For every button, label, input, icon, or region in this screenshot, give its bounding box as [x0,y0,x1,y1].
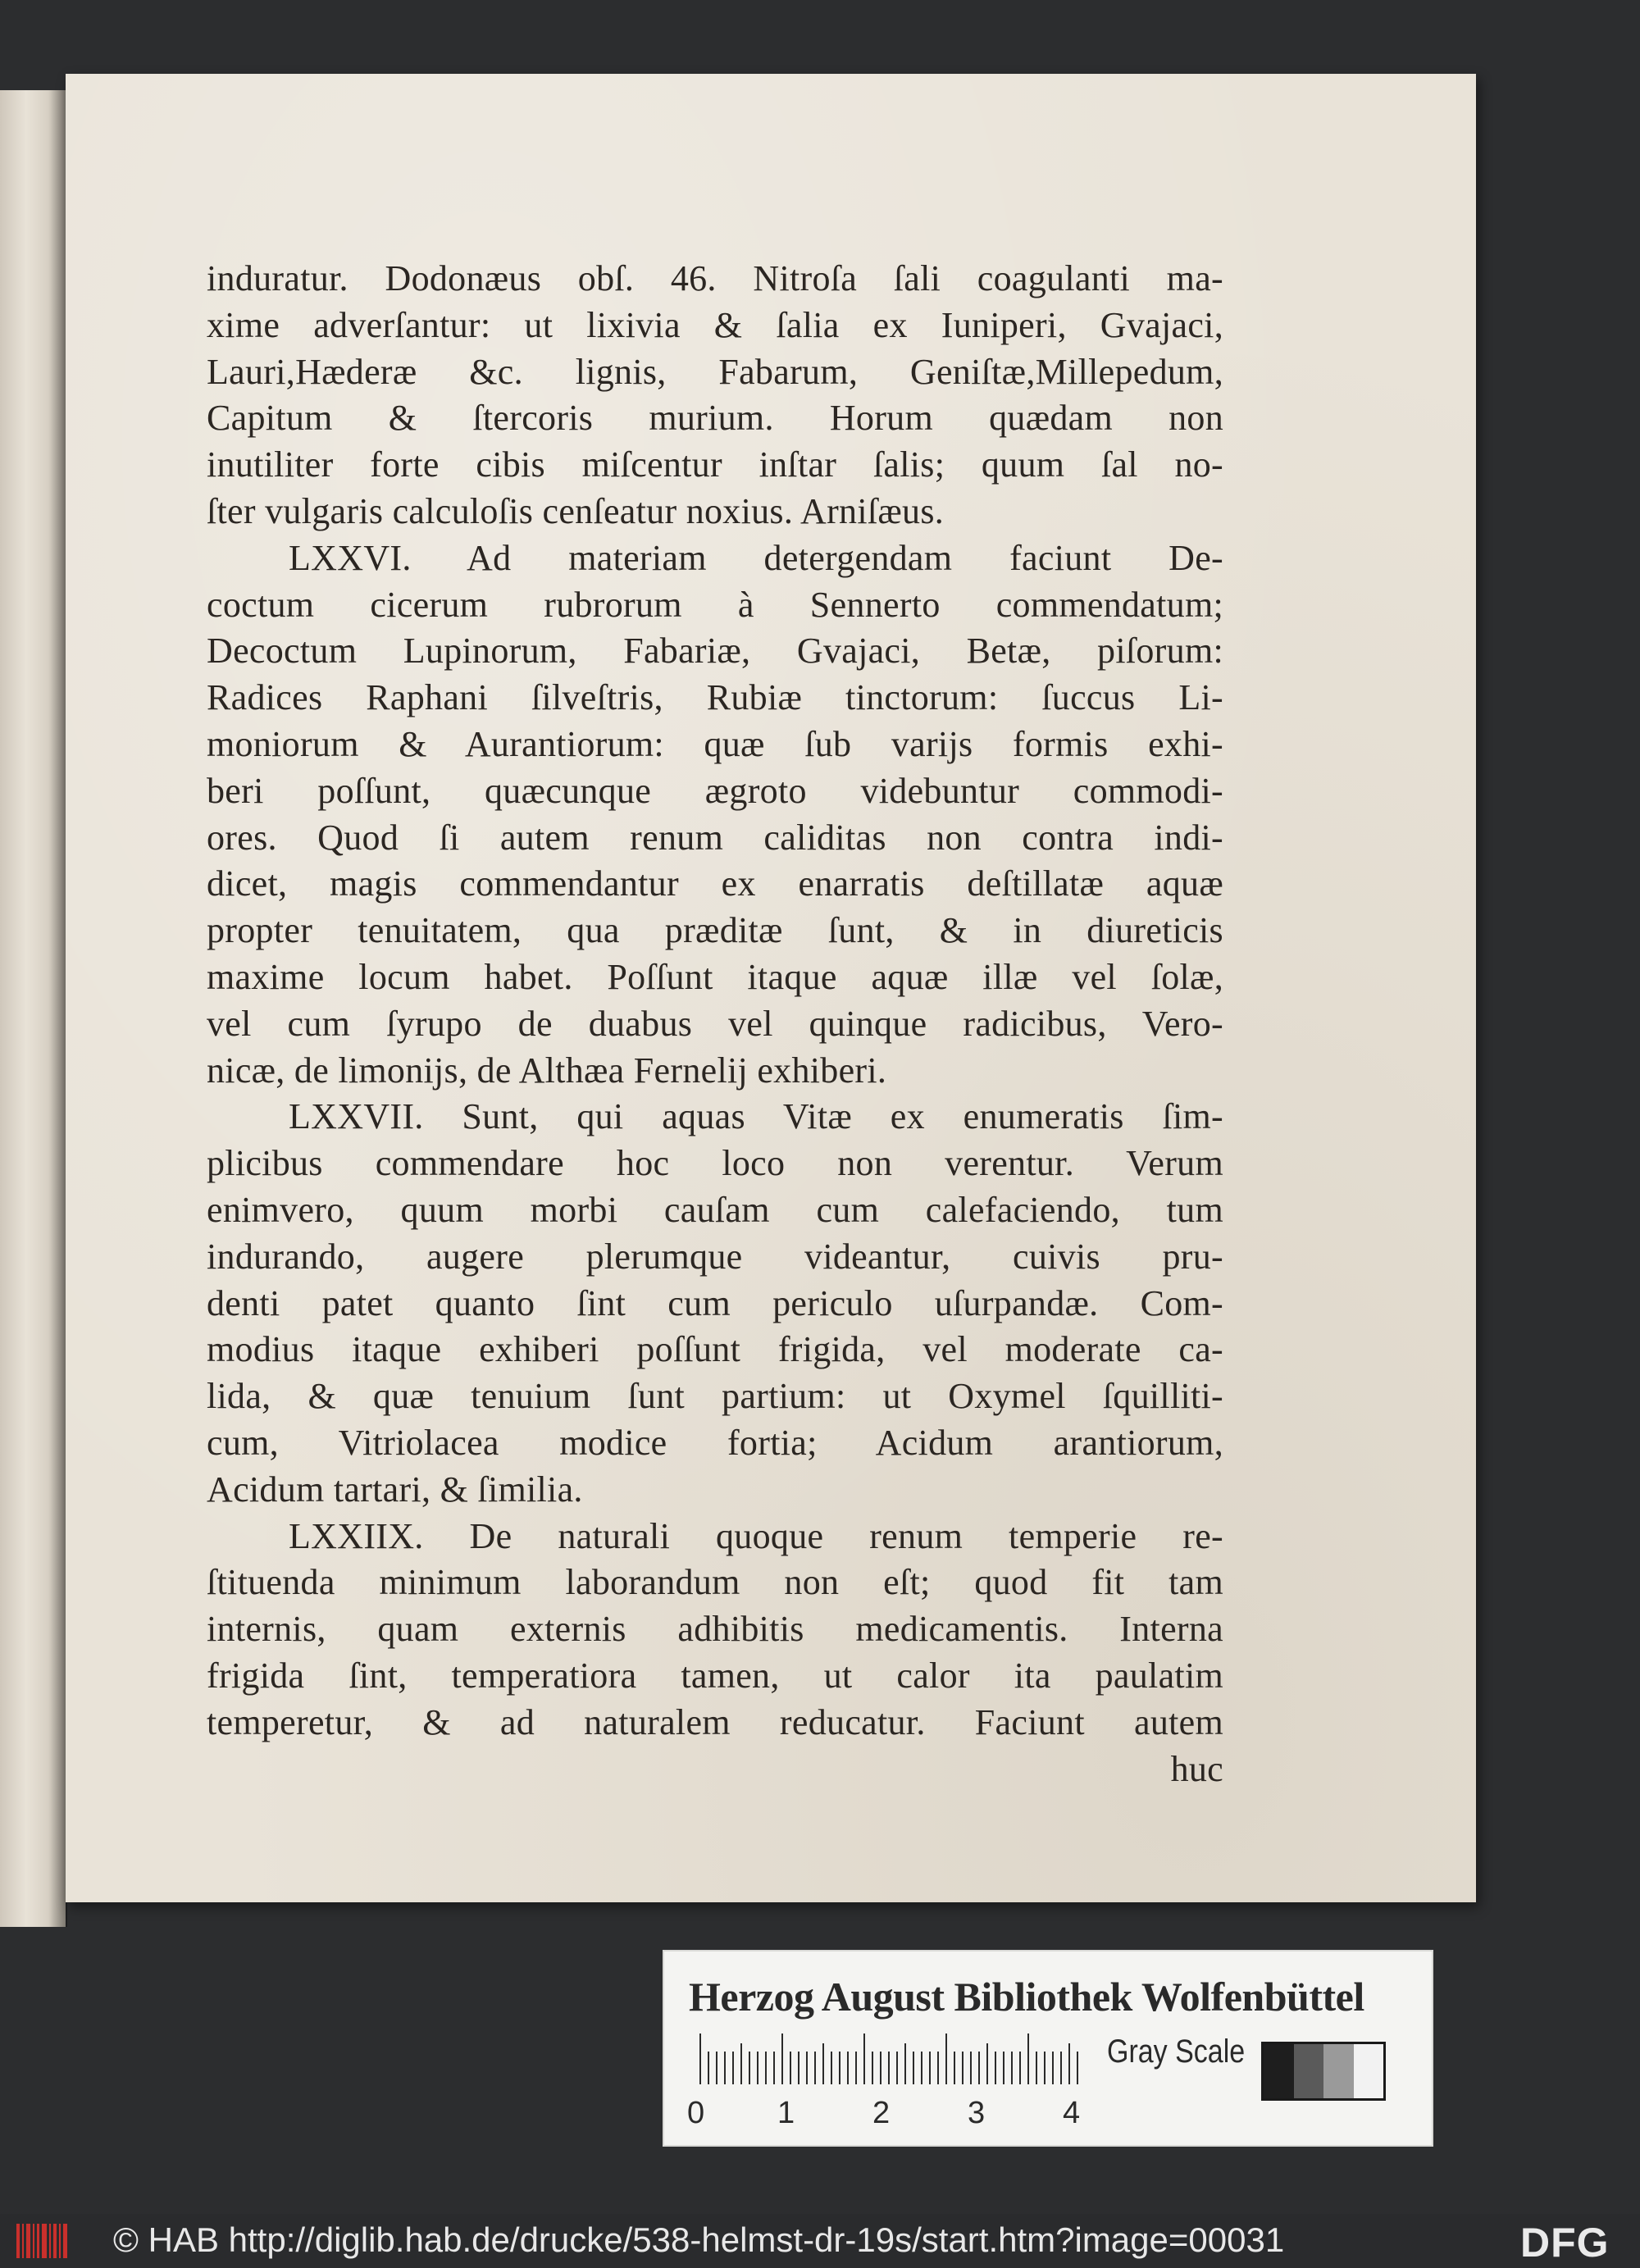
text-line: temperetur, & ad naturalem reducatur. Faciunt autem [207,1701,1223,1742]
text-line: Capitum & ſtercoris murium. Horum quædam non [207,398,1223,439]
barcode-icon [16,2224,67,2258]
text-line: Acidum tartari, & ſimilia. [207,1469,583,1510]
text-line: plicibus commendare hoc loco non verentur. Verum [207,1143,1223,1184]
ruler-number-1: 1 [777,2096,795,2130]
gray-swatch [1323,2044,1354,2098]
text-line: nicæ, de limonijs, de Althæa Fernelij exhiberi. [207,1050,887,1091]
ruler-number-2: 2 [872,2096,891,2130]
text-line: maxime locum habet. Poſſunt itaque aquæ illæ vel ſolæ, [207,956,1223,997]
text-line: inutiliter forte cibis miſcentur inſtar ſalis; quum ſal no- [207,444,1223,485]
text-line: propter tenuitatem, qua præditæ ſunt, & in diureticis [207,910,1223,951]
ruler-number-3: 3 [968,2096,986,2130]
text-line: vel cum ſyrupo de duabus vel quinque radicibus, Vero- [207,1003,1223,1044]
text-line: enimvero, quum morbi cauſam cum calefaciendo, tum [207,1189,1223,1230]
gray-swatch [1354,2044,1384,2098]
footer-bar [0,2214,1640,2268]
copyright-url: © HAB http://diglib.hab.de/drucke/538-helmst-dr-19s/start.htm?image=00031 [113,2220,1285,2259]
text-line: modius itaque exhiberi poſſunt frigida, vel moderate ca- [207,1329,1223,1370]
text-line: ſtituenda minimum laborandum non eſt; quod fit tam [207,1562,1223,1603]
text-line: Radices Raphani ſilveſtris, Rubiæ tinctorum: ſuccus Li- [207,677,1223,718]
ruler-number-4: 4 [1063,2096,1081,2130]
ruler-number-0: 0 [687,2096,705,2130]
library-name: Herzog August Bibliothek Wolfenbüttel [689,1974,1364,2020]
gray-swatch [1294,2044,1324,2098]
gray-swatch [1264,2044,1294,2098]
text-line: LXXIIX. De naturali quoque renum temperie re- [289,1515,1223,1556]
color-reference-label [663,1950,1433,2147]
text-line: cum, Vitriolacea modice fortia; Acidum arantiorum, [207,1422,1223,1463]
text-line: LXXVI. Ad materiam detergendam faciunt De- [289,537,1223,578]
text-line: Lauri,Hæderæ &c. lignis, Fabarum, Geniſtæ,Millepedum, [207,351,1223,392]
book-page [66,74,1476,1902]
text-line: Decoctum Lupinorum, Fabariæ, Gvajaci, Betæ, piſorum: [207,631,1223,672]
text-line: induratur. Dodonæus obſ. 46. Nitroſa ſali coagulanti ma- [207,258,1223,298]
text-line: lida, & quæ tenuium ſunt partium: ut Oxymel ſquilliti- [207,1376,1223,1417]
text-line: internis, quam externis adhibitis medicamentis. Interna [207,1609,1223,1650]
text-line: beri poſſunt, quæcunque ægroto videbuntur commodi- [207,770,1223,811]
text-line: denti patet quanto ſint cum periculo uſurpandæ. Com- [207,1282,1223,1323]
dfg-logo: DFG [1520,2220,1610,2266]
text-line: xime adverſantur: ut lixivia & ſalia ex Iuniperi, Gvajaci, [207,304,1223,345]
ruler [695,2033,1089,2091]
gray-scale-label: Gray Scale [1107,2033,1246,2070]
text-line: indurando, augere plerumque videantur, cuivis pru- [207,1236,1223,1277]
text-line: ſter vulgaris calculoſis cenſeatur noxius. Arniſæus. [207,490,945,531]
text-line: frigida ſint, temperatiora tamen, ut calor ita paulatim [207,1655,1223,1696]
text-line: moniorum & Aurantiorum: quæ ſub varijs formis exhi- [207,723,1223,764]
text-line: dicet, magis commendantur ex enarratis deſtillatæ aquæ [207,863,1223,904]
text-line: ores. Quod ſi autem renum caliditas non contra indi- [207,817,1223,858]
text-line: coctum cicerum rubrorum à Sennerto commendatum; [207,584,1223,625]
text-line: huc [1170,1748,1223,1789]
text-line: LXXVII. Sunt, qui aquas Vitæ ex enumeratis ſim- [289,1096,1223,1137]
page-text [207,256,1223,1792]
gray-scale-swatches [1261,2042,1386,2101]
page-gutter-shadow [49,90,67,1927]
